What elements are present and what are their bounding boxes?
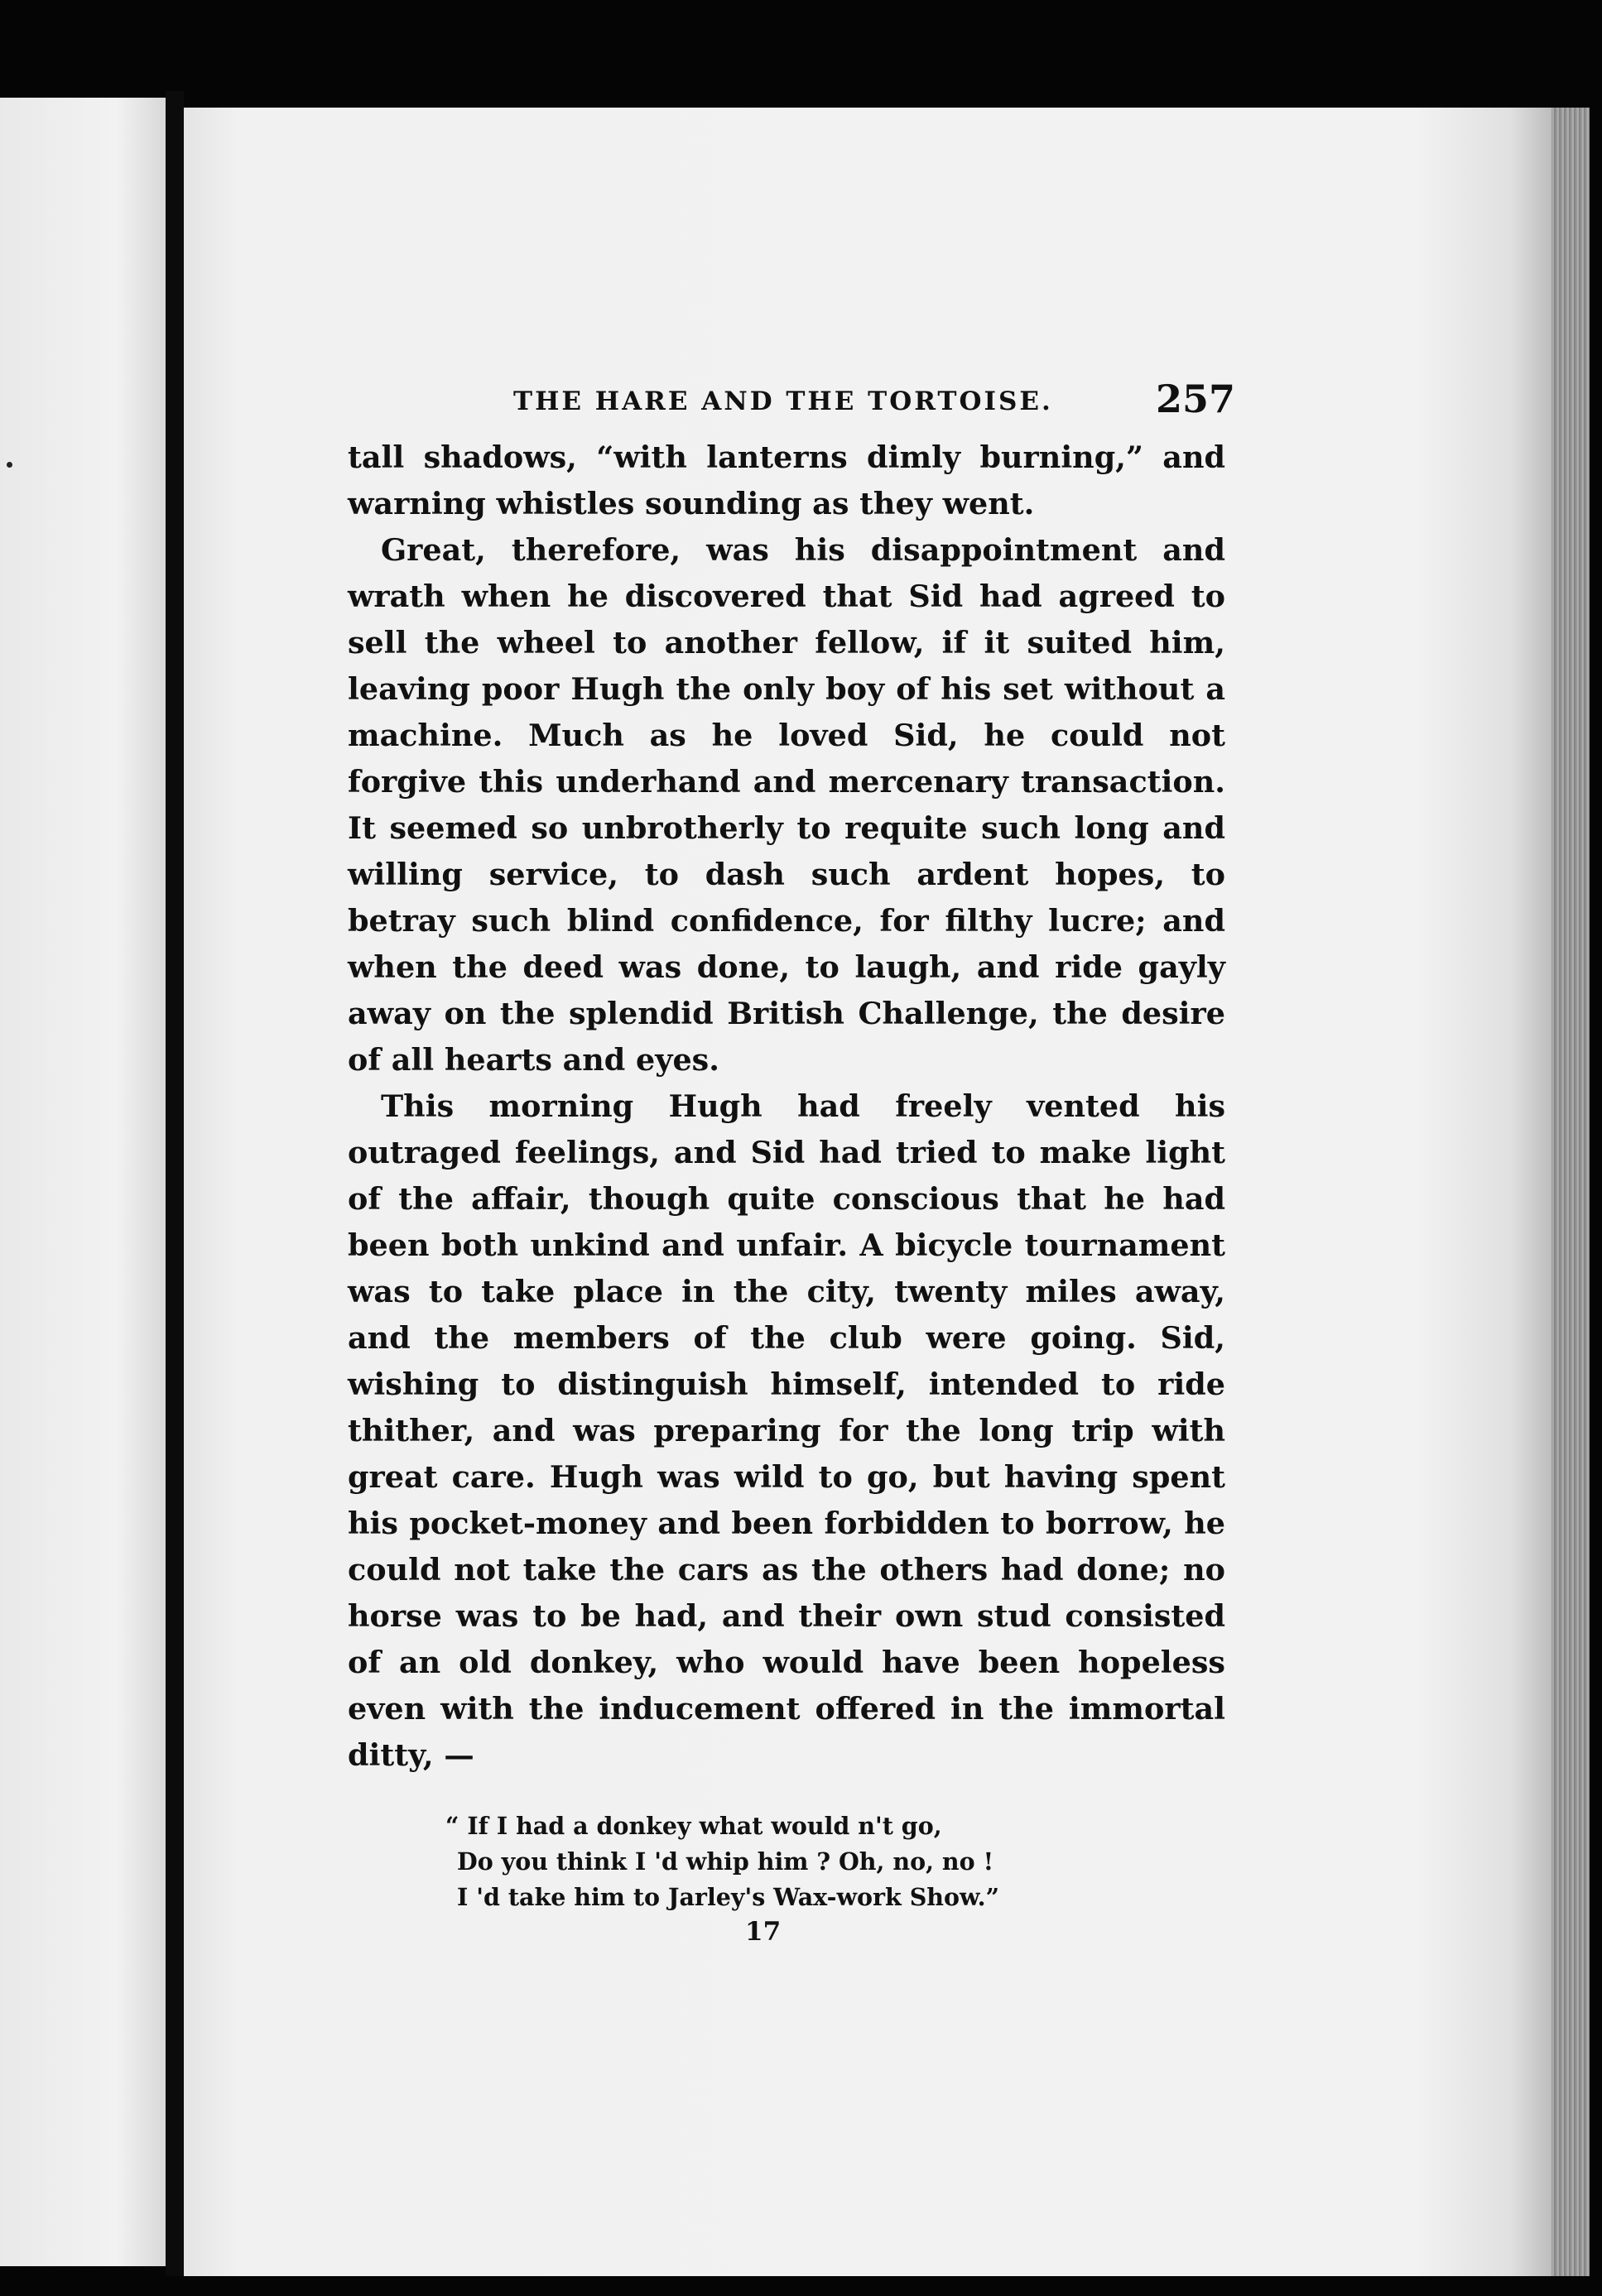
previous-page-edge: [0, 98, 166, 2266]
verse-quotation: [445, 1808, 1225, 1915]
verse-line: I 'd take him to Jarley's Wax-work Show.”: [457, 1883, 999, 1911]
paragraph: Great, therefore, was his disappointment and wrath when he discovered that Sid had agreed to sell the wheel to another fellow, if it suited him, leaving poor Hugh the only boy of his set without a machine. Much as he loved Sid, he could not forgive this underhand and mercenary transaction. It seemed so unbrotherly to requite such long and willing service, to dash such ardent hopes, to betray such blind confidence, for filthy lucre; and when the deed was done, to laugh, and ride gayly away on the splendid British Challenge, the desire of all hearts and eyes.: [348, 532, 1225, 1078]
ink-speck: [7, 462, 12, 468]
paragraph: This morning Hugh had freely vented his outraged feelings, and Sid had tried to make light of the affair, though quite conscious that he had been both unkind and unfair. A bicycle tournament was to take place in the city, twenty miles away, and the members of the club were going. Sid, wishing to distinguish himself, intended to ride thither, and was preparing for the long trip with great care. Hugh was wild to go, but having spent his pocket-money and been forbidden to borrow, he could not take the cars as the others had done; no horse was to be had, and their own stud consisted of an old donkey, who would have been hopeless even with the inducement offered in the immortal ditty, —: [348, 1088, 1225, 1773]
signature-mark: 17: [745, 1917, 782, 1947]
page-stack-edge: [1551, 108, 1590, 2276]
running-title: THE HARE AND THE TORTOISE.: [513, 387, 1053, 416]
binding-gutter: [166, 91, 184, 2276]
running-head: [348, 377, 1235, 435]
page-text: [348, 377, 1235, 1947]
verse-line: Do you think I 'd whip him ? Oh, no, no !: [457, 1847, 994, 1876]
verse-line: “ If I had a donkey what would n't go,: [445, 1812, 942, 1840]
paragraph-continuation: tall shadows, “with lanterns dimly burning,” and warning whistles sounding as they went.: [348, 440, 1225, 521]
page-number: 257: [1155, 377, 1235, 421]
